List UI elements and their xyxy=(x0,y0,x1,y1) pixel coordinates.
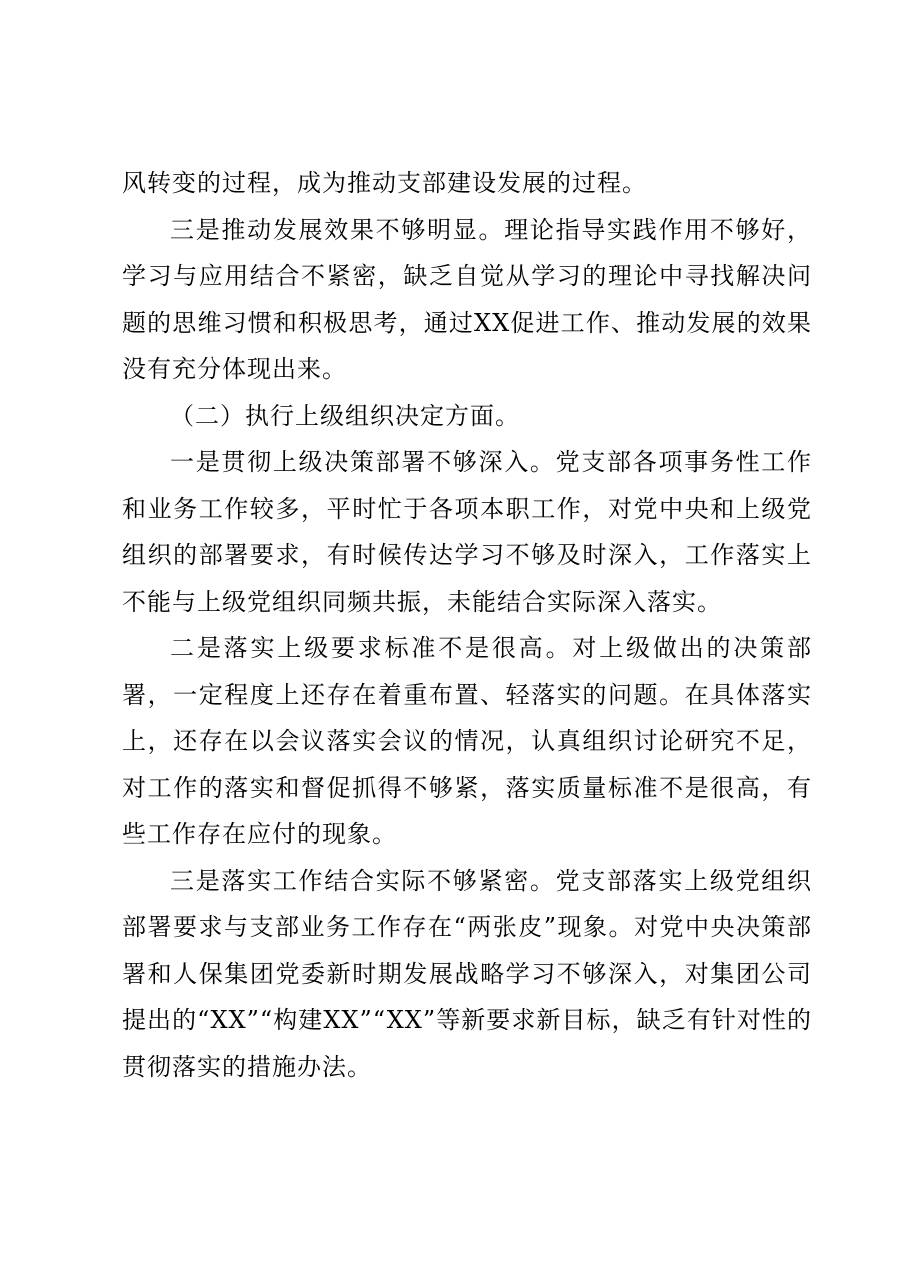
paragraph-point-three-effect: 三是推动发展效果不够明显。理论指导实践作用不够好，学习与应用结合不紧密，缺乏自觉从学习的理论中寻找解决问题的思维习惯和积极思考，通过XX促进工作、推动发展的效果没有充分体现出来。 xyxy=(122,215,812,383)
paragraph-continuation: 风转变的过程，成为推动支部建设发展的过程。 xyxy=(122,169,647,197)
section-heading-two: （二）执行上级组织决定方面。 xyxy=(170,401,520,430)
document-body xyxy=(122,160,812,1090)
paragraph-point-two-standard: 二是落实上级要求标准不是很高。对上级做出的决策部署，一定程度上还存在着重布置、轻落实的问题。在具体落实上，还存在以会议落实会议的情况，认真组织讨论研究不足，对工作的落实和督促抓得不够紧，落实质量标准不是很高，有些工作存在应付的现象。 xyxy=(122,634,812,848)
paragraph-point-one-implement: 一是贯彻上级决策部署不够深入。党支部各项事务性工作和业务工作较多，平时忙于各项本职工作，对党中央和上级党组织的部署要求，有时候传达学习不够及时深入，工作落实上不能与上级党组织同频共振，未能结合实际深入落实。 xyxy=(122,448,812,616)
paragraph-point-three-practice: 三是落实工作结合实际不够紧密。党支部落实上级党组织部署要求与支部业务工作存在“两张皮”现象。对党中央决策部署和人保集团党委新时期发展战略学习不够深入，对集团公司提出的“XX”“构建XX”“XX”等新要求新目标，缺乏有针对性的贯彻落实的措施办法。 xyxy=(122,866,812,1081)
